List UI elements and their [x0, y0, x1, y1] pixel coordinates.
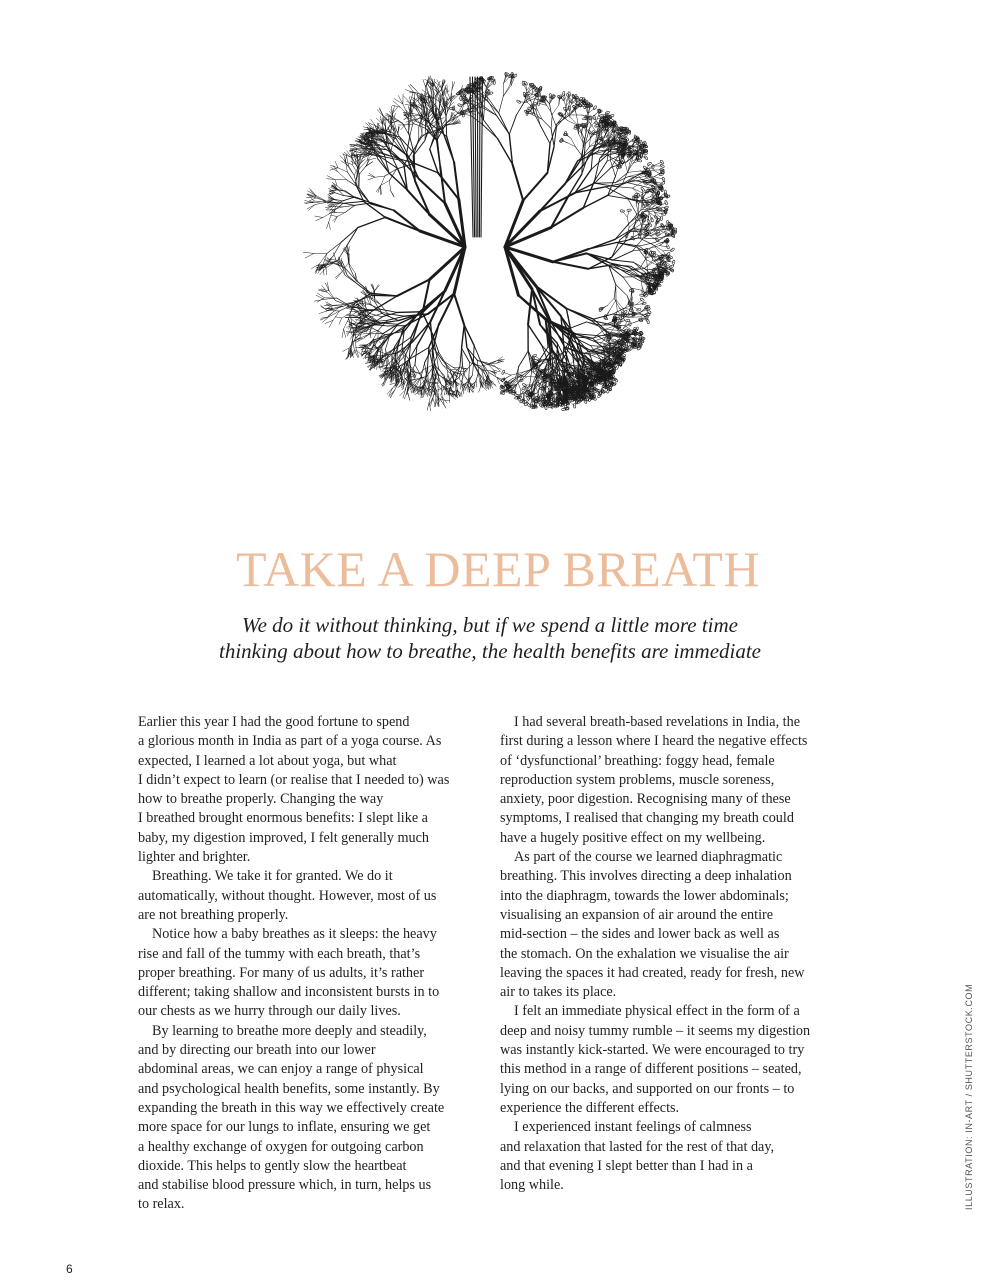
branch	[410, 85, 417, 91]
branch	[441, 384, 448, 391]
branch	[440, 399, 445, 407]
branch	[553, 262, 589, 269]
branch	[552, 105, 558, 114]
branch	[303, 252, 314, 253]
branch	[475, 77, 476, 237]
branch	[392, 121, 399, 124]
branch	[589, 132, 590, 138]
branch	[476, 381, 477, 387]
branch	[380, 108, 383, 116]
branch	[333, 253, 336, 261]
branch	[305, 253, 314, 258]
branch	[396, 130, 401, 141]
branch	[379, 363, 380, 370]
branch	[334, 217, 337, 223]
branch	[547, 105, 553, 114]
branch	[551, 114, 552, 128]
branch	[337, 298, 351, 306]
branch	[407, 190, 429, 215]
branch	[327, 282, 329, 291]
branch	[397, 312, 419, 313]
branch	[615, 229, 633, 240]
branch	[368, 177, 375, 180]
branch	[329, 222, 331, 229]
branch	[327, 292, 335, 300]
branch	[575, 147, 582, 157]
branch	[347, 172, 355, 184]
branch	[315, 202, 327, 204]
branch	[343, 348, 350, 351]
branch	[352, 156, 353, 164]
branch	[346, 154, 347, 162]
branch	[644, 261, 654, 268]
branch	[317, 293, 324, 298]
branch	[497, 360, 503, 361]
branch	[331, 215, 338, 216]
branch	[394, 210, 420, 231]
branch	[474, 345, 481, 361]
branch	[418, 380, 425, 387]
lungs-illustration	[290, 72, 710, 502]
branch	[324, 263, 333, 266]
branch	[344, 319, 349, 329]
branch	[372, 295, 397, 296]
branch	[617, 187, 633, 188]
branch	[327, 242, 341, 253]
branch	[409, 337, 411, 357]
branch	[391, 190, 395, 196]
branch	[551, 129, 554, 147]
branch	[479, 385, 482, 392]
branch	[359, 160, 367, 169]
branch	[611, 161, 616, 176]
branch	[464, 363, 473, 373]
branch	[339, 318, 342, 324]
branch	[623, 277, 631, 288]
branch	[505, 211, 540, 247]
branch	[369, 173, 375, 177]
branch	[628, 171, 641, 173]
branch	[310, 188, 316, 195]
branch	[540, 125, 550, 143]
branch	[437, 140, 441, 166]
branch	[383, 348, 395, 357]
branch	[335, 272, 341, 277]
branch	[325, 320, 333, 323]
branch	[484, 102, 485, 120]
branch	[643, 191, 647, 198]
branch	[330, 168, 338, 170]
branch	[593, 319, 608, 333]
branch	[385, 217, 420, 231]
branch	[499, 96, 503, 113]
branch	[331, 210, 337, 213]
branch	[516, 103, 524, 115]
branch	[325, 283, 329, 291]
branch	[523, 173, 547, 201]
branch	[355, 280, 370, 294]
branch	[512, 164, 523, 200]
branch	[553, 249, 589, 262]
branch	[381, 176, 385, 186]
branch	[332, 305, 343, 306]
branch	[338, 168, 347, 172]
branch	[556, 116, 565, 127]
branch	[344, 329, 346, 338]
branch	[627, 183, 642, 186]
branch	[509, 115, 516, 134]
branch	[388, 314, 405, 316]
branch	[483, 370, 487, 378]
branch	[436, 95, 437, 107]
branch	[401, 125, 405, 130]
branch	[427, 402, 429, 411]
branch	[358, 217, 385, 227]
branch	[542, 119, 551, 128]
branch	[309, 198, 316, 201]
branch	[496, 367, 502, 369]
branch	[503, 85, 510, 97]
branch	[633, 188, 644, 193]
branch	[316, 218, 323, 221]
branch	[453, 367, 461, 368]
branch	[438, 368, 443, 377]
branch	[348, 166, 354, 176]
branch	[343, 201, 364, 203]
branch	[639, 242, 655, 246]
branch	[477, 360, 488, 363]
branch	[454, 294, 464, 325]
branch	[469, 363, 470, 376]
branch	[372, 296, 397, 311]
branch	[484, 120, 498, 138]
branch	[414, 163, 438, 172]
branch	[613, 260, 634, 262]
branch	[650, 236, 657, 240]
branch	[315, 216, 323, 217]
branch	[352, 148, 353, 157]
branch	[382, 347, 383, 356]
branch	[494, 370, 500, 372]
branch	[593, 314, 612, 319]
branch	[483, 125, 498, 139]
branch	[341, 228, 358, 243]
branch	[399, 122, 405, 125]
branch	[616, 285, 627, 296]
branch	[640, 258, 646, 267]
branch	[583, 143, 584, 157]
branch	[375, 176, 385, 177]
branch	[447, 136, 454, 162]
branch	[462, 348, 463, 365]
branch	[467, 348, 473, 363]
branch	[342, 203, 354, 205]
branch	[397, 279, 430, 295]
branch	[411, 97, 419, 101]
branch	[321, 305, 328, 310]
branch	[389, 173, 407, 190]
branch	[625, 163, 627, 172]
branch	[415, 364, 421, 376]
branch	[343, 197, 355, 201]
branch	[446, 116, 447, 137]
branch	[410, 123, 413, 136]
branch	[462, 325, 465, 348]
branch	[451, 90, 452, 102]
branch	[538, 111, 542, 120]
branch	[582, 157, 583, 174]
branch	[405, 383, 407, 390]
branch	[423, 79, 426, 87]
branch	[351, 329, 353, 337]
branch	[430, 149, 438, 172]
branch	[327, 222, 329, 229]
branch	[333, 217, 338, 221]
branch	[347, 228, 358, 246]
branch	[381, 309, 397, 312]
branch	[328, 206, 336, 207]
branch	[610, 300, 616, 310]
branch	[428, 348, 429, 366]
branch	[440, 167, 445, 204]
branch	[342, 329, 344, 338]
branch	[338, 172, 346, 180]
branch	[389, 180, 390, 190]
branch	[414, 124, 425, 128]
branch	[497, 116, 510, 135]
branch	[378, 340, 383, 346]
branch	[461, 382, 462, 389]
branch	[317, 298, 325, 302]
branch	[583, 181, 594, 208]
branch	[329, 291, 335, 301]
branch	[337, 213, 345, 217]
branch	[439, 352, 446, 364]
branch	[473, 363, 480, 375]
branch	[333, 311, 339, 320]
branch	[566, 308, 593, 319]
branch	[473, 345, 474, 362]
branch	[475, 373, 479, 382]
branch	[499, 113, 510, 134]
branch	[374, 285, 379, 291]
branch	[368, 175, 375, 177]
branch	[336, 272, 341, 279]
branch	[335, 317, 341, 318]
